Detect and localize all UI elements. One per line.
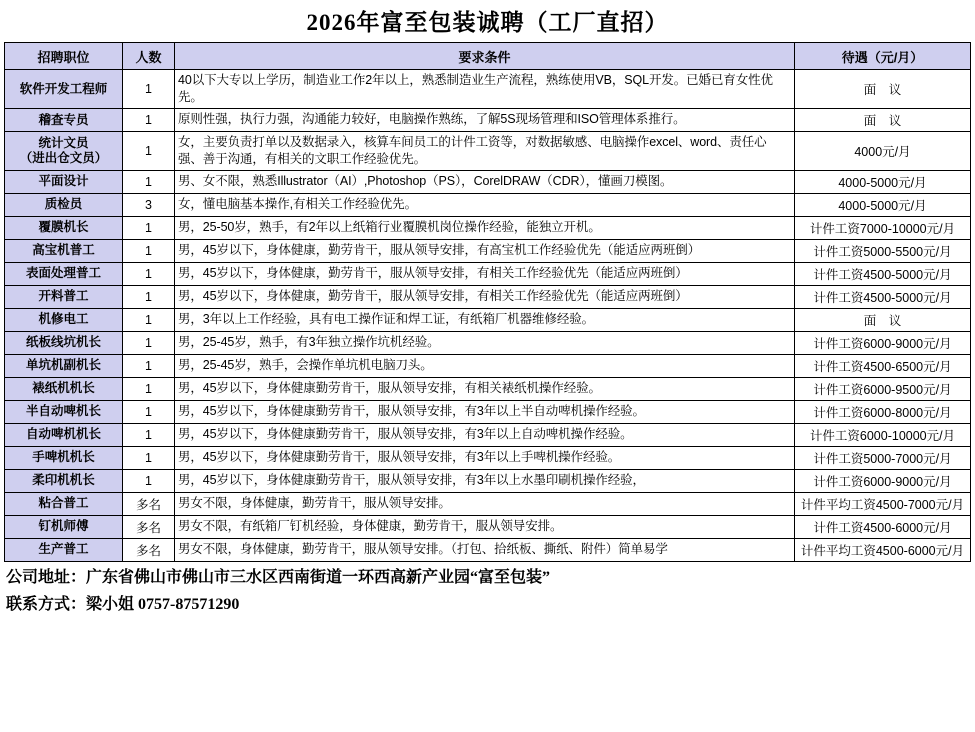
table-row — [5, 446, 971, 469]
cell-requirement: 男，45岁以下，身体健康勤劳肯干，服从领导安排，有相关裱纸机操作经验。 — [175, 377, 795, 400]
cell-requirement: 男，45岁以下，身体健康勤劳肯干，服从领导安排，有3年以上自动啤机操作经验。 — [175, 423, 795, 446]
cell-position: 高宝机普工 — [5, 239, 123, 262]
cell-count: 1 — [123, 216, 175, 239]
cell-count: 1 — [123, 331, 175, 354]
cell-position: 质检员 — [5, 193, 123, 216]
cell-position: 粘合普工 — [5, 492, 123, 515]
cell-position: 柔印机机长 — [5, 469, 123, 492]
table-row — [5, 377, 971, 400]
column-header-count: 人数 — [123, 43, 175, 70]
cell-pay: 计件工资4500-5000元/月 — [795, 285, 971, 308]
cell-count: 1 — [123, 131, 175, 170]
table-row — [5, 331, 971, 354]
cell-position: 自动啤机机长 — [5, 423, 123, 446]
cell-position: 机修电工 — [5, 308, 123, 331]
cell-position: 平面设计 — [5, 170, 123, 193]
cell-requirement: 男，25-50岁，熟手，有2年以上纸箱行业覆膜机岗位操作经验，能独立开机。 — [175, 216, 795, 239]
cell-count: 1 — [123, 108, 175, 131]
footer — [4, 566, 971, 617]
table-row — [5, 492, 971, 515]
cell-pay: 面 议 — [795, 70, 971, 109]
cell-count: 1 — [123, 446, 175, 469]
cell-count: 多名 — [123, 515, 175, 538]
company-address-value: 广东省佛山市佛山市三水区西南街道一环西高新产业园“富至包装” — [86, 568, 551, 586]
table-row — [5, 354, 971, 377]
cell-position: 钉机师傅 — [5, 515, 123, 538]
cell-requirement: 男，45岁以下，身体健康勤劳肯干，服从领导安排，有3年以上半自动啤机操作经验。 — [175, 400, 795, 423]
column-header-position: 招聘职位 — [5, 43, 123, 70]
cell-count: 3 — [123, 193, 175, 216]
cell-pay: 4000元/月 — [795, 131, 971, 170]
cell-count: 1 — [123, 239, 175, 262]
cell-requirement: 男，45岁以下，身体健康，勤劳肯干，服从领导安排，有相关工作经验优先（能适应两班倒） — [175, 285, 795, 308]
contact-value: 梁小姐 0757-87571290 — [86, 595, 240, 613]
recruitment-table — [4, 42, 971, 562]
contact-label: 联系方式： — [6, 595, 87, 613]
cell-pay: 计件工资6000-8000元/月 — [795, 400, 971, 423]
table-row — [5, 469, 971, 492]
contact-line — [4, 590, 971, 617]
cell-position: 稽查专员 — [5, 108, 123, 131]
company-address-line — [4, 566, 971, 590]
cell-count: 1 — [123, 262, 175, 285]
cell-count: 1 — [123, 423, 175, 446]
cell-count: 1 — [123, 70, 175, 109]
cell-pay: 面 议 — [795, 108, 971, 131]
table-row — [5, 108, 971, 131]
cell-pay: 计件工资5000-7000元/月 — [795, 446, 971, 469]
table-header — [5, 43, 971, 70]
table-row — [5, 538, 971, 561]
cell-pay: 计件平均工资4500-7000元/月 — [795, 492, 971, 515]
cell-position: 单坑机副机长 — [5, 354, 123, 377]
table-row — [5, 131, 971, 170]
cell-requirement: 男女不限，身体健康，勤劳肯干，服从领导安排。（打包、拾纸板、撕纸、附件）简单易学 — [175, 538, 795, 561]
column-header-requirement: 要求条件 — [175, 43, 795, 70]
cell-pay: 计件工资6000-9000元/月 — [795, 331, 971, 354]
cell-pay: 计件工资4500-6500元/月 — [795, 354, 971, 377]
cell-requirement: 女，懂电脑基本操作,有相关工作经验优先。 — [175, 193, 795, 216]
table-row — [5, 423, 971, 446]
cell-count: 1 — [123, 308, 175, 331]
cell-requirement: 男，45岁以下，身体健康，勤劳肯干，服从领导安排，有高宝机工作经验优先（能适应两班倒） — [175, 239, 795, 262]
cell-requirement: 男，45岁以下，身体健康勤劳肯干，服从领导安排，有3年以上水墨印刷机操作经验， — [175, 469, 795, 492]
cell-pay: 计件工资4500-6000元/月 — [795, 515, 971, 538]
table-row — [5, 193, 971, 216]
cell-position: 生产普工 — [5, 538, 123, 561]
cell-count: 1 — [123, 469, 175, 492]
cell-position: 纸板线坑机长 — [5, 331, 123, 354]
cell-requirement: 女，主要负责打单以及数据录入，核算车间员工的计件工资等，对数据敏感、电脑操作excel、word、责任心强、善于沟通，有相关的文职工作经验优先。 — [175, 131, 795, 170]
table-row — [5, 285, 971, 308]
cell-position: 开料普工 — [5, 285, 123, 308]
cell-count: 多名 — [123, 492, 175, 515]
cell-count: 1 — [123, 285, 175, 308]
company-address-label: 公司地址： — [6, 568, 87, 586]
table-body — [5, 70, 971, 562]
table-row — [5, 239, 971, 262]
column-header-pay: 待遇（元/月） — [795, 43, 971, 70]
cell-requirement: 男女不限，身体健康，勤劳肯干，服从领导安排。 — [175, 492, 795, 515]
table-row — [5, 262, 971, 285]
cell-pay: 4000-5000元/月 — [795, 170, 971, 193]
cell-pay: 计件平均工资4500-6000元/月 — [795, 538, 971, 561]
cell-count: 1 — [123, 354, 175, 377]
cell-position: 表面处理普工 — [5, 262, 123, 285]
cell-requirement: 男，25-45岁，熟手，有3年独立操作坑机经验。 — [175, 331, 795, 354]
cell-pay: 计件工资6000-10000元/月 — [795, 423, 971, 446]
cell-requirement: 男，3年以上工作经验，具有电工操作证和焊工证，有纸箱厂机器维修经验。 — [175, 308, 795, 331]
page-title: 2026年富至包装诚聘（工厂直招） — [306, 10, 669, 35]
cell-count: 1 — [123, 400, 175, 423]
cell-position: 手啤机机长 — [5, 446, 123, 469]
cell-requirement: 40以下大专以上学历，制造业工作2年以上，熟悉制造业生产流程，熟练使用VB，SQL开发。已婚已育女性优先。 — [175, 70, 795, 109]
cell-count: 1 — [123, 377, 175, 400]
cell-requirement: 男，45岁以下，身体健康勤劳肯干，服从领导安排，有3年以上手啤机操作经验。 — [175, 446, 795, 469]
cell-pay: 计件工资5000-5500元/月 — [795, 239, 971, 262]
cell-count: 1 — [123, 170, 175, 193]
cell-requirement: 男女不限，有纸箱厂钉机经验，身体健康，勤劳肯干，服从领导安排。 — [175, 515, 795, 538]
cell-pay: 计件工资4500-5000元/月 — [795, 262, 971, 285]
cell-pay: 面 议 — [795, 308, 971, 331]
cell-requirement: 男，45岁以下，身体健康，勤劳肯干，服从领导安排，有相关工作经验优先（能适应两班倒） — [175, 262, 795, 285]
cell-pay: 4000-5000元/月 — [795, 193, 971, 216]
cell-position: 覆膜机长 — [5, 216, 123, 239]
cell-requirement: 男、女不限，熟悉Illustrator（AI）,Photoshop（PS），CorelDRAW（CDR），懂画刀模图。 — [175, 170, 795, 193]
cell-count: 多名 — [123, 538, 175, 561]
table-row — [5, 400, 971, 423]
cell-requirement: 男，25-45岁，熟手，会操作单坑机电脑刀头。 — [175, 354, 795, 377]
cell-position: 半自动啤机长 — [5, 400, 123, 423]
cell-position: 统计文员 （进出仓文员） — [5, 131, 123, 170]
table-row — [5, 515, 971, 538]
table-row — [5, 70, 971, 109]
cell-pay: 计件工资6000-9500元/月 — [795, 377, 971, 400]
cell-pay: 计件工资7000-10000元/月 — [795, 216, 971, 239]
cell-position: 软件开发工程师 — [5, 70, 123, 109]
cell-position: 裱纸机机长 — [5, 377, 123, 400]
table-row — [5, 308, 971, 331]
table-row — [5, 216, 971, 239]
cell-pay: 计件工资6000-9000元/月 — [795, 469, 971, 492]
table-row — [5, 170, 971, 193]
table-header-row — [5, 43, 971, 70]
cell-requirement: 原则性强，执行力强，沟通能力较好，电脑操作熟练，了解5S现场管理和ISO管理体系推行。 — [175, 108, 795, 131]
